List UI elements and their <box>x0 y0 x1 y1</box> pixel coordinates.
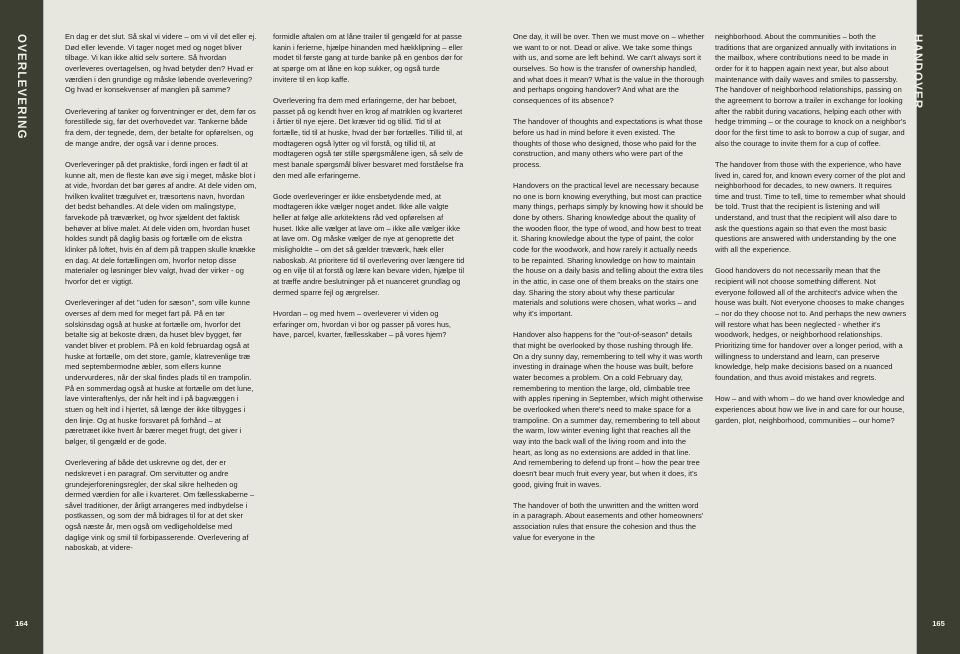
paragraph: The handover of both the unwritten and the written word in a paragraph. About easements and other homeowners' association rules that ensure the cohesion and thus the value for everyone in the <box>513 500 704 542</box>
paragraph: Overleveringer af det "uden for sæson", som ville kunne overses af dem med for meget fart på. På en tør solskinsdag også at huske at fortælle om, hvorfor det betalte sig at bekoste dræn, da huset blev bygget, før vandet bliver et problem. På en kold februardag også at huske at fortælle, om det store, gamle, klatrevenlige træ med septembermodne æbler, som ellers kunne undervurderes, når der skal findes plads til en trampolin. På en sommerdag også at huske at fortælle om det lune, lave vinteraftenlys, der når helt ind i på bagvæggen i stuen og helt ind i hjertet, så længe der ikke tilbygges i den linje. Og at huske forsvaret på forhånd – at pæretræet ikke hvert år bærer meget frugt, det giver i bølger, til gengæld er de gode. <box>65 298 254 446</box>
text-column-1 <box>65 32 257 565</box>
paragraph: formidle aftalen om at låne trailer til gengæld for at passe kanin i ferierne, hjælpe hinanden med hækklipning – eller modet til første gang at turde banke på en genbos dør for at spørge om at låne en kop sukker, og også turde invitere til en kop kaffe. <box>273 32 463 84</box>
paragraph: Overlevering af tanker og forventninger er det, dem før os forestillede sig, før det overhovedet var. Tankerne både fra dem, der tegnede, dem, der betalte for opførelsen, og de mange andre, der også var i denne proces. <box>65 106 256 148</box>
paragraph: How – and with whom – do we hand over knowledge and experiences about how we live in and care for our house, garden, plot, neighborhood, communities – our home? <box>715 394 905 425</box>
paragraph: Overlevering fra dem med erfaringerne, der har beboet, passet på og kendt hver en krog af matriklen og kvarteret i årtier til nye ejere. Det kræver tid og tillid. Tid til at fortælle, tid til at huske, hvad der bør fortælles. Tillid til, at modtageren også lytter og vil forstå, og tillid til, at modtageren også tør stille spørgsmålene igen, så selv de mest banale spørgsmål bliver besvaret med forståelse fra den med alle erfaringerne. <box>273 95 464 180</box>
text-column-4 <box>715 32 907 437</box>
paragraph: One day, it will be over. Then we must move on – whether we want to or not. Dead or alive. We take some things with us, and some are left behind. We can't always sort it ourselves. So how is the transfer of ownership handled, and what does it mean? What is the value in the thorough and perhaps ongoing handover? And what are the consequences of its absence? <box>513 32 705 105</box>
left-page-edge <box>43 0 44 654</box>
paragraph: Handovers on the practical level are necessary because no one is born knowing everything, but most can practice many things, perhaps simply by knowing how it should be done by others. Sharing knowledge about the quality of the wooden floor, the type of wood, and how best to treat it. Sharing knowledge about the type of paint, the color code for the woodwork, and how rarely it actually needs to be repainted. Sharing knowledge on how to maintain the house on a daily basis and telling about the extra tiles in the attic, in case one of them breaks on the stairs one day. Sharing the story about why these particular materials and solutions were chosen, what works – and why it's important. <box>513 181 704 319</box>
paragraph: Overlevering af både det uskrevne og det, der er nedskrevet i en paragraf. Om servitutter og andre grundejerforeningsregler, der skal sikre helheden og dermed værdien for alle i kvarteret. Om fællesskaberne – såvel traditioner, der årligt arrangeres med indbydelse i postkassen, og som der må bidrages til for at det sker også næste år, men også om vedligeholdelse med daglige vink og smil til forbipasserende. Overlevering af naboskab, at videre- <box>65 458 255 553</box>
paragraph: The handover from those with the experience, who have lived in, cared for, and known every corner of the plot and neighborhood for decades, to new owners. It requires time and trust. Time to tell, time to remember what should be told. Trust that the recipient is listening and will understand, and trust that the recipient will also dare to ask the questions again so that even the most basic questions are answered with understanding by the one with all the experience. <box>715 159 906 255</box>
paragraph: The handover of thoughts and expectations is what those before us had in mind before it even existed. The thoughts of those who designed, those who paid for the construction, and many others who were part of the process. <box>513 117 703 169</box>
paragraph: En dag er det slut. Så skal vi videre – om vi vil det eller ej. Død eller levende. Vi tager noget med og noget bliver tilbage. Vi kan ikke altid selv sortere. Så hvordan overleveres overtagelsen, og hvad betyder den? Hvad er værdien i den grundige og måske løbende overlevering? Og hvad er konsekvenser af manglen på samme? <box>65 32 257 95</box>
right-margin-band <box>917 0 960 654</box>
paragraph: Good handovers do not necessarily mean that the recipient will not choose something different. Not everyone followed all of the architect's advice when the house was built. Not everyone chooses to make changes – nor do they choose not to. And perhaps the new owners will restore what has been neglected - whether it's woodwork, hedges, or neighborhood relationships. Prioritizing time for handover over a longer period, with a willingness to understand and learn, can preserve knowledge, help make decisions based on a nuanced foundation, and thus avoid mistakes and regrets. <box>715 266 907 382</box>
section-title-left: OVERLEVERING <box>15 34 27 140</box>
paragraph: Handover also happens for the "out-of-season" details that might be overlooked by those rushing through life. On a dry sunny day, remembering to tell why it was worth investing in drainage when the house was built, before water becomes a problem. On a cold February day, remembering to mention the large, old, climbable tree with apples ripening in September, which might otherwise be overlooked when there's need to make space for a trampoline. On a summer day, remembering to tell about the warm, low winter evening light that reaches all the way into the back wall of the living room and into the heart, as long as no extensions are added in that line. And remembering to defend up front – how the pear tree doesn't bear much fruit every year, but when it does, it's good, giving fruit in waves. <box>513 330 704 489</box>
page-number-right: 165 <box>932 619 945 628</box>
paragraph: neighborhood. About the communities – both the traditions that are organized annually with invitations in the mailbox, where contributions need to be made in order for it to happen again next year, but also about maintenance with daily waves and smiles to passersby. The handover of neighborhood relationships, passing on the agreement to borrow a trailer in exchange for looking after the rabbit during vacations, helping each other with hedge trimming – or the courage to knock on a neighbor's door for the first time to ask to borrow a cup of sugar, and also the courage to invite them for a cup of coffee. <box>715 32 907 148</box>
page-number-left: 164 <box>15 619 28 628</box>
paragraph: Overleveringer på det praktiske, fordi ingen er født til at kunne alt, men de fleste kan øve sig i meget, måske blot i at vide, hvordan det bør gøres af andre. At dele viden om, hvilken kvalitet trægulvet er, træsortens navn, hvordan det bedst behandles. At dele viden om malingstype, farvekode på træværket, og hvor sjældent det faktisk behøver at blive malet. At dele viden om, hvordan huset holdes sundt på daglig basis og fortælle om de ekstra klinker på loftet, hvis én af dem på trappen skulle knække en dag. At dele fortællingen om, hvorfor netop disse materialer og løsninger blev valgt, hvad der virker - og hvorfor det er vigtigt. <box>65 159 257 287</box>
text-column-3 <box>513 32 705 554</box>
paragraph: Hvordan – og med hvem – overleverer vi viden og erfaringer om, hvordan vi bor og passer på vores hus, have, parcel, kvarter, fællesskaber – på vores hjem? <box>273 309 451 340</box>
text-column-2 <box>273 32 465 352</box>
section-title-right: HANDOVER <box>911 34 923 110</box>
paragraph: Gode overleveringer er ikke ensbetydende med, at modtageren ikke vælger noget andet. Ikke alle valgte heller at følge alle arkitektens råd ved opførelsen af huset. Ikke alle vælger at lave om – ikke alle vælger ikke at lave om. Og måske vælger de nye at genoprette det misligholdte – om det så gælder træværk, hæk eller naboskab. At prioritere tid til overlevering over længere tid og en vilje til at forstå og lære kan bevare viden, hjælpe til at træffe andre beslutninger på et nuanceret grundlag og dermed sparre fejl og ærgrelser. <box>273 191 465 297</box>
